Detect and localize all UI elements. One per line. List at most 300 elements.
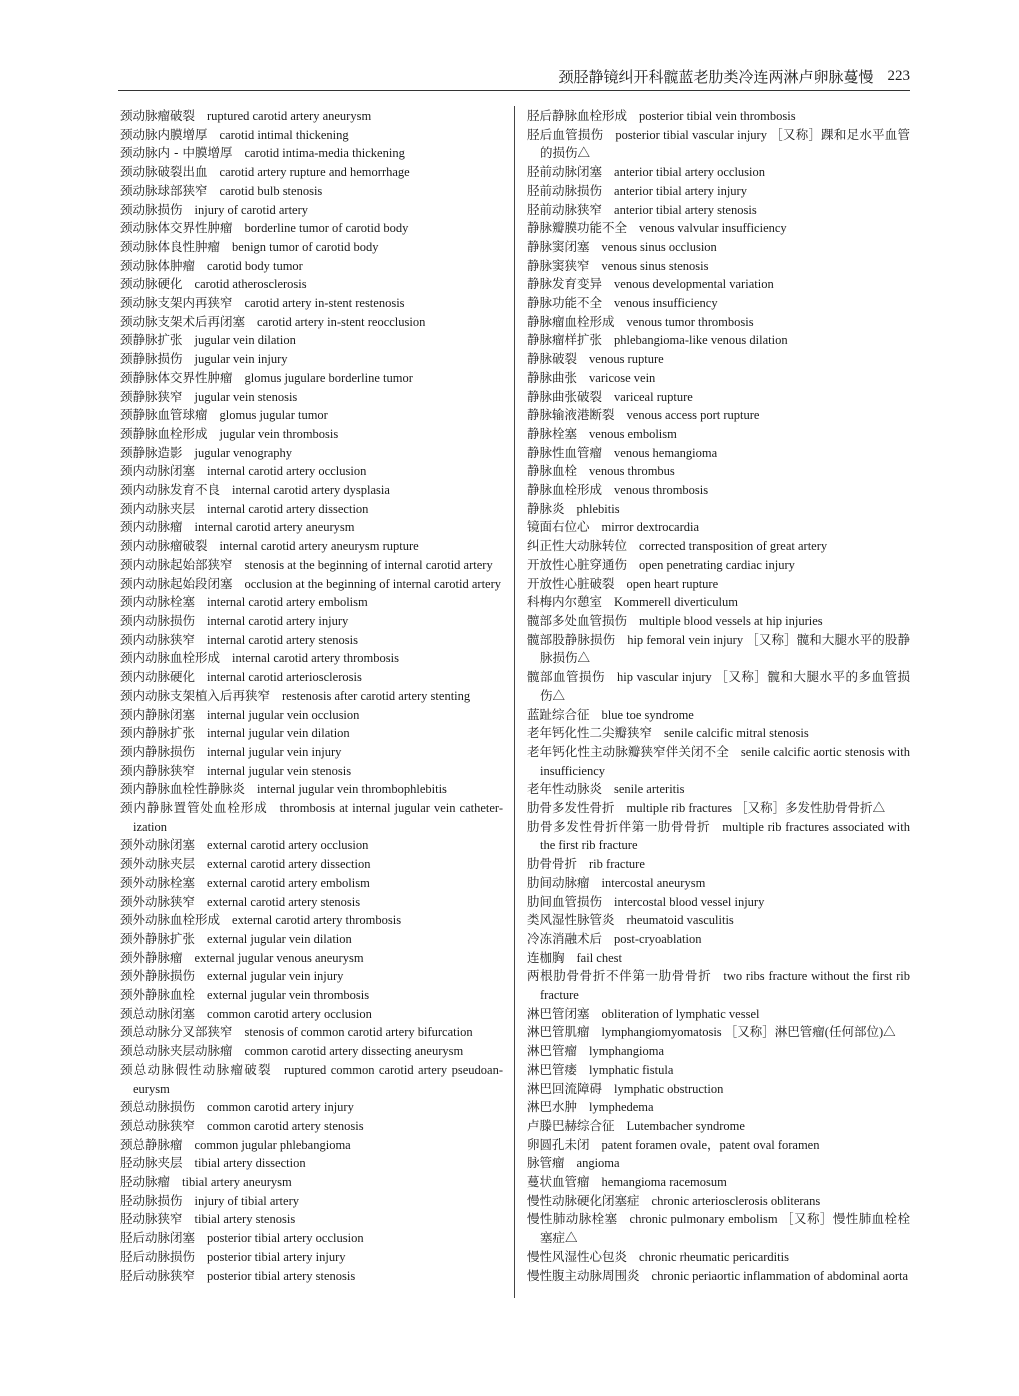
term-english: lymphangioma (589, 1044, 665, 1059)
glossary-entry (527, 874, 910, 893)
term-english: venous sinus stenosis (601, 258, 709, 273)
glossary-entry (527, 294, 910, 313)
glossary-entry (120, 1136, 503, 1155)
term-english: senile calcific mitral stenosis (664, 726, 809, 741)
term-chinese: 颈内动脉硬化 (120, 669, 196, 685)
glossary-entry (527, 1154, 910, 1173)
term-chinese: 老年性动脉炎 (527, 781, 603, 797)
term-english: benign tumor of carotid body (232, 239, 379, 254)
term-chinese: 肋间动脉瘤 (527, 874, 590, 890)
glossary-entry (527, 481, 910, 500)
term-chinese: 颈静脉血栓形成 (120, 425, 208, 441)
term-english: external carotid artery thrombosis (232, 913, 402, 928)
glossary-entry (120, 1098, 503, 1117)
glossary-entry (527, 1080, 910, 1099)
glossary-entry (120, 500, 503, 519)
term-chinese: 颈内静脉闭塞 (120, 706, 196, 722)
term-chinese: 颈内静脉置管处血栓形成 (120, 800, 268, 816)
glossary-entry (120, 1229, 503, 1248)
glossary-entry (120, 631, 503, 650)
term-chinese: 颈内动脉夹层 (120, 500, 196, 516)
term-english: stenosis at the beginning of internal carotid artery (244, 557, 493, 572)
term-english: internal carotid artery thrombosis (232, 651, 399, 666)
term-english: rheumatoid vasculitis (626, 913, 734, 928)
glossary-entry (120, 649, 503, 668)
term-chinese: 静脉功能不全 (527, 295, 603, 311)
term-english: internal carotid artery aneurysm (194, 520, 355, 535)
glossary-entry (527, 930, 910, 949)
term-chinese: 颈内静脉血栓性静脉炎 (120, 781, 246, 797)
term-chinese: 连枷胸 (527, 949, 565, 965)
term-english: post-cryoablation (614, 931, 702, 946)
glossary-entry (120, 1061, 503, 1098)
glossary-entry (527, 462, 910, 481)
term-chinese: 颈动脉内 - 中膜增厚 (120, 145, 233, 161)
term-chinese: 淋巴管肌瘤 (527, 1024, 590, 1040)
glossary-entry (527, 1042, 910, 1061)
term-chinese: 颈总动脉夹层动脉瘤 (120, 1043, 233, 1059)
term-english: senile calcific aortic stenosis with insufficiency (540, 744, 910, 778)
term-chinese: 颈总动脉损伤 (120, 1099, 196, 1115)
term-english: external carotid artery dissection (207, 857, 371, 872)
glossary-entry (120, 537, 503, 556)
glossary-entry (527, 219, 910, 238)
term-chinese: 颈动脉体交界性肿瘤 (120, 220, 233, 236)
glossary-entry (527, 275, 910, 294)
glossary-entry (120, 107, 503, 126)
glossary-entry (527, 1061, 910, 1080)
glossary-entry (527, 238, 910, 257)
term-chinese: 淋巴管瘘 (527, 1061, 578, 1077)
term-english: injury of carotid artery (194, 202, 309, 217)
glossary-entry (120, 163, 503, 182)
term-english: external jugular vein dilation (207, 931, 352, 946)
term-chinese: 静脉窦闭塞 (527, 238, 590, 254)
term-chinese: 肋骨多发性骨折 (527, 800, 615, 816)
term-chinese: 开放性心脏穿通伤 (527, 556, 628, 572)
glossary-entry (120, 444, 503, 463)
term-chinese: 胫后动脉狭窄 (120, 1267, 196, 1283)
glossary-entry (120, 294, 503, 313)
term-english: carotid artery rupture and hemorrhage (219, 165, 410, 180)
glossary-entry (120, 126, 503, 145)
term-chinese: 髋部股静脉损伤 (527, 631, 616, 647)
term-english: common jugular phlebangioma (194, 1137, 351, 1152)
term-chinese: 颈静脉扩张 (120, 332, 183, 348)
term-chinese: 颈总动脉分叉部狭窄 (120, 1024, 233, 1040)
term-chinese: 颈外静脉血栓 (120, 987, 196, 1003)
glossary-entry (527, 1267, 910, 1286)
term-chinese: 颈外动脉夹层 (120, 856, 196, 872)
term-english: lymphatic obstruction (614, 1081, 724, 1096)
glossary-entry (527, 1005, 910, 1024)
glossary-entry (527, 1210, 910, 1247)
glossary-entry (120, 743, 503, 762)
term-chinese: 颈外动脉栓塞 (120, 874, 196, 890)
term-english: internal carotid artery embolism (207, 595, 368, 610)
glossary-entry (120, 855, 503, 874)
term-chinese: 静脉瘤样扩张 (527, 332, 603, 348)
term-english: injury of tibial artery (194, 1193, 299, 1208)
term-english: venous embolism (589, 426, 677, 441)
term-chinese: 颈动脉支架术后再闭塞 (120, 313, 246, 329)
term-chinese: 颈动脉球部狭窄 (120, 182, 208, 198)
glossary-entry (120, 257, 503, 276)
term-chinese: 静脉炎 (527, 500, 565, 516)
term-english: hip femoral vein injury ［又称］髋和大腿水平的股静脉损伤△ (540, 632, 910, 666)
glossary-entry (527, 706, 910, 725)
term-chinese: 颈动脉硬化 (120, 276, 183, 292)
term-english: carotid atherosclerosis (194, 277, 307, 292)
term-english: venous thrombosis (614, 483, 709, 498)
term-chinese: 静脉曲张 (527, 369, 578, 385)
term-english: venous thrombus (589, 464, 675, 479)
term-english: posterior tibial artery occlusion (207, 1231, 364, 1246)
glossary-entry (527, 1136, 910, 1155)
term-chinese: 颈总动脉狭窄 (120, 1117, 196, 1133)
term-chinese: 颈内动脉瘤 (120, 519, 183, 535)
term-english: internal carotid artery dysplasia (232, 483, 390, 498)
term-chinese: 老年钙化性主动脉瓣狭窄伴关闭不全 (527, 743, 729, 759)
term-chinese: 颈内动脉瘤破裂 (120, 538, 208, 554)
term-english: venous developmental variation (614, 277, 774, 292)
term-chinese: 胫后血管损伤 (527, 126, 604, 142)
term-english: carotid intimal thickening (219, 127, 349, 142)
term-chinese: 静脉栓塞 (527, 425, 578, 441)
term-chinese: 颈内动脉起始段闭塞 (120, 575, 233, 591)
glossary-entry (120, 593, 503, 612)
glossary-entry (527, 575, 910, 594)
term-chinese: 静脉血栓形成 (527, 482, 603, 498)
term-english: intercostal aneurysm (601, 875, 706, 890)
glossary-entry (120, 388, 503, 407)
term-chinese: 慢性动脉硬化闭塞症 (527, 1192, 640, 1208)
term-english: external carotid artery embolism (207, 875, 370, 890)
term-english: fail chest (576, 950, 622, 965)
term-chinese: 静脉瘤血栓形成 (527, 313, 615, 329)
glossary-entry (120, 612, 503, 631)
term-chinese: 颈内动脉闭塞 (120, 463, 196, 479)
term-english: internal carotid artery aneurysm rupture (219, 539, 419, 554)
term-chinese: 髋部血管损伤 (527, 669, 606, 685)
term-english: restenosis after carotid artery stenting (282, 688, 471, 703)
term-chinese: 颈外动脉血栓形成 (120, 912, 221, 928)
term-chinese: 颈动脉支架内再狭窄 (120, 295, 233, 311)
term-english: intercostal blood vessel injury (614, 894, 765, 909)
term-chinese: 静脉瓣膜功能不全 (527, 220, 628, 236)
glossary-entry (120, 518, 503, 537)
term-english: hip vascular injury ［又称］髋和大腿水平的多血管损伤△ (540, 670, 910, 703)
glossary-entry (527, 724, 910, 743)
term-chinese: 淋巴管闭塞 (527, 1005, 590, 1021)
glossary-entry (120, 874, 503, 893)
glossary-entry (120, 238, 503, 257)
term-english: ruptured common carotid artery pseudoan-eurysm (133, 1062, 503, 1096)
term-chinese: 卵圆孔未闭 (527, 1136, 590, 1152)
glossary-entry (527, 350, 910, 369)
term-english: glomus jugular tumor (219, 408, 328, 423)
term-english: anterior tibial artery injury (614, 183, 747, 198)
page-number: 223 (887, 67, 910, 84)
left-column (120, 107, 503, 1285)
term-chinese: 老年钙化性二尖瓣狭窄 (527, 725, 653, 741)
term-chinese: 颈内静脉扩张 (120, 725, 196, 741)
term-english: venous rupture (589, 352, 664, 367)
glossary-entry (527, 388, 910, 407)
term-chinese: 胫后动脉闭塞 (120, 1230, 196, 1246)
term-english: Kommerell diverticulum (614, 595, 738, 610)
term-english: posterior tibial vein thrombosis (639, 109, 796, 123)
term-chinese: 慢性风湿性心包炎 (527, 1248, 628, 1264)
glossary-entry (527, 949, 910, 968)
term-english: internal jugular vein dilation (207, 726, 350, 741)
term-chinese: 类风湿性脉管炎 (527, 912, 615, 928)
glossary-entry (527, 406, 910, 425)
term-english: tibial artery aneurysm (182, 1175, 292, 1190)
term-english: multiple rib fractures ［又称］多发性肋骨骨折△ (626, 801, 886, 816)
glossary-entry (120, 1005, 503, 1024)
term-english: venous hemangioma (614, 445, 718, 460)
glossary-entry (527, 799, 910, 818)
term-chinese: 颈总动脉闭塞 (120, 1005, 196, 1021)
term-english: external jugular vein injury (207, 969, 344, 984)
term-english: varicose vein (589, 370, 656, 385)
term-chinese: 淋巴回流障碍 (527, 1080, 603, 1096)
glossary-entry (120, 481, 503, 500)
term-chinese: 髋部多处血管损伤 (527, 612, 628, 628)
term-chinese: 颈动脉内膜增厚 (120, 126, 208, 142)
term-chinese: 颈动脉瘤破裂 (120, 108, 196, 123)
term-english: occlusion at the beginning of internal carotid artery (244, 576, 502, 591)
term-chinese: 肋骨骨折 (527, 856, 578, 872)
term-english: internal carotid artery stenosis (207, 632, 359, 647)
term-english: lymphangiomyomatosis ［又称］淋巴管瘤(任何部位)△ (601, 1025, 896, 1040)
term-english: venous insufficiency (614, 296, 718, 311)
term-english: angioma (576, 1156, 620, 1171)
term-chinese: 颈内动脉栓塞 (120, 594, 196, 610)
term-chinese: 纠正性大动脉转位 (527, 538, 628, 554)
glossary-entry (120, 556, 503, 575)
term-english: posterior tibial vascular injury ［又称］踝和足水平血管的损伤△ (540, 127, 910, 161)
term-english: internal jugular vein stenosis (207, 763, 352, 778)
term-english: carotid bulb stenosis (219, 183, 323, 198)
term-chinese: 颈静脉损伤 (120, 351, 183, 367)
term-english: blue toe syndrome (601, 707, 694, 722)
term-chinese: 颈内动脉发育不良 (120, 482, 221, 498)
term-english: common carotid artery injury (207, 1100, 354, 1115)
glossary-entry (120, 575, 503, 594)
glossary-entry (120, 893, 503, 912)
term-chinese: 慢性肺动脉栓塞 (527, 1211, 618, 1227)
term-english: lymphedema (589, 1100, 654, 1115)
term-english: borderline tumor of carotid body (244, 221, 409, 236)
term-chinese: 颈动脉破裂出血 (120, 164, 208, 180)
term-english: rib fracture (589, 857, 645, 872)
glossary-entry (120, 1267, 503, 1286)
glossary-entry (120, 144, 503, 163)
glossary-entry (120, 350, 503, 369)
term-english: venous sinus occlusion (601, 239, 717, 254)
right-column (527, 107, 910, 1285)
glossary-entry (120, 930, 503, 949)
glossary-entry (527, 518, 910, 537)
term-english: jugular vein dilation (194, 333, 296, 348)
glossary-entry (120, 1192, 503, 1211)
term-english: chronic periaortic inflammation of abdominal aorta (651, 1268, 909, 1283)
term-english: chronic pulmonary embolism ［又称］慢性肺血栓栓塞症△ (540, 1212, 910, 1246)
term-chinese: 颈内动脉血栓形成 (120, 650, 221, 666)
term-english: patent foramen ovale，patent oval foramen (601, 1137, 820, 1152)
term-chinese: 脉管瘤 (527, 1155, 565, 1171)
term-english: common carotid artery stenosis (207, 1118, 364, 1133)
term-english: tibial artery stenosis (194, 1212, 296, 1227)
term-english: external jugular vein thrombosis (207, 988, 370, 1003)
term-english: open penetrating cardiac injury (639, 557, 795, 572)
glossary-entry (120, 780, 503, 799)
term-english: internal carotid artery injury (207, 613, 349, 628)
column-divider (514, 106, 515, 1298)
term-chinese: 冷冻消融术后 (527, 930, 603, 946)
glossary-entry (527, 1117, 910, 1136)
glossary-entry (527, 126, 910, 163)
glossary-entry (120, 967, 503, 986)
glossary-entry (527, 743, 910, 780)
glossary-entry (120, 201, 503, 220)
term-english: jugular vein stenosis (194, 389, 298, 404)
term-chinese: 胫后静脉血栓形成 (527, 108, 628, 123)
glossary-entry (120, 1023, 503, 1042)
term-english: posterior tibial artery injury (207, 1249, 346, 1264)
term-english: anterior tibial artery stenosis (614, 202, 757, 217)
term-english: chronic rheumatic pericarditis (639, 1249, 789, 1264)
glossary-entry (527, 818, 910, 855)
term-english: obliteration of lymphatic vessel (601, 1006, 760, 1021)
term-english: venous tumor thrombosis (626, 314, 754, 329)
term-english: external carotid artery stenosis (207, 894, 361, 909)
term-chinese: 肋间血管损伤 (527, 893, 603, 909)
glossary-entry (527, 369, 910, 388)
glossary-entry (527, 593, 910, 612)
term-english: tibial artery dissection (194, 1156, 306, 1171)
term-chinese: 颈静脉血管球瘤 (120, 407, 208, 423)
term-chinese: 卢滕巴赫综合征 (527, 1117, 615, 1133)
glossary-entry (120, 313, 503, 332)
term-english: common carotid artery occlusion (207, 1006, 372, 1021)
glossary-entry (527, 425, 910, 444)
glossary-entry (120, 425, 503, 444)
term-chinese: 静脉血栓 (527, 463, 578, 479)
glossary-entry (120, 1154, 503, 1173)
term-english: internal carotid arteriosclerosis (207, 670, 362, 685)
term-chinese: 淋巴水肿 (527, 1099, 578, 1115)
glossary-entry (527, 967, 910, 1004)
term-chinese: 颈内动脉起始部狭窄 (120, 556, 233, 572)
term-english: internal carotid artery occlusion (207, 464, 367, 479)
term-english: venous access port rupture (626, 408, 760, 423)
term-english: multiple rib fractures associated with the first rib fracture (540, 819, 910, 853)
term-chinese: 胫动脉损伤 (120, 1192, 183, 1208)
page-header (118, 62, 910, 91)
term-chinese: 静脉输液港断裂 (527, 407, 615, 423)
term-english: senile arteritis (614, 782, 685, 797)
glossary-entry (527, 668, 910, 705)
term-chinese: 颈内静脉狭窄 (120, 762, 196, 778)
glossary-entry (120, 1173, 503, 1192)
term-english: internal jugular vein occlusion (207, 707, 360, 722)
term-english: carotid artery in-stent reocclusion (257, 314, 426, 329)
glossary-entry (527, 1248, 910, 1267)
glossary-entry (120, 462, 503, 481)
term-english: posterior tibial artery stenosis (207, 1268, 356, 1283)
glossary-entry (120, 1042, 503, 1061)
term-chinese: 颈外静脉扩张 (120, 930, 196, 946)
glossary-entry (527, 182, 910, 201)
glossary-entry (120, 724, 503, 743)
term-english: carotid artery in-stent restenosis (244, 296, 405, 311)
term-chinese: 肋骨多发性骨折伴第一肋骨骨折 (527, 818, 711, 834)
term-english: thrombosis at internal jugular vein catheter-ization (133, 801, 503, 834)
term-chinese: 静脉窦狭窄 (527, 257, 590, 273)
glossary-entry (120, 1117, 503, 1136)
term-chinese: 颈总动脉假性动脉瘤破裂 (120, 1061, 272, 1077)
term-chinese: 科梅内尔憩室 (527, 594, 603, 610)
term-english: Lutembacher syndrome (626, 1118, 745, 1133)
glossary-entry (120, 331, 503, 350)
term-chinese: 颈外动脉狭窄 (120, 893, 196, 909)
term-english: internal jugular vein thrombophlebitis (257, 782, 447, 797)
term-chinese: 静脉曲张破裂 (527, 388, 603, 404)
glossary-entry (120, 911, 503, 930)
glossary-entry (527, 556, 910, 575)
glossary-entry (120, 799, 503, 836)
term-chinese: 静脉发育变异 (527, 276, 603, 292)
term-chinese: 胫动脉狭窄 (120, 1211, 183, 1227)
term-chinese: 颈动脉体良性肿瘤 (120, 238, 221, 254)
glossary-entry (120, 986, 503, 1005)
term-english: multiple blood vessels at hip injuries (639, 613, 823, 628)
term-english: phlebitis (576, 501, 620, 516)
glossary-entry (527, 1173, 910, 1192)
glossary-entry (120, 687, 503, 706)
glossary-entry (120, 949, 503, 968)
term-english: variceal rupture (614, 389, 693, 404)
term-chinese: 镜面右位心 (527, 519, 590, 535)
term-chinese: 静脉破裂 (527, 351, 578, 367)
term-chinese: 颈静脉体交界性肿瘤 (120, 369, 233, 385)
term-english: jugular venography (194, 445, 293, 460)
term-chinese: 淋巴管瘤 (527, 1043, 578, 1059)
term-chinese: 胫动脉瘤 (120, 1174, 171, 1190)
glossary-entry (527, 500, 910, 519)
term-english: corrected transposition of great artery (639, 539, 828, 554)
glossary-entry (120, 706, 503, 725)
term-english: lymphatic fistula (589, 1062, 674, 1077)
term-chinese: 颈外静脉瘤 (120, 949, 183, 965)
term-chinese: 颈总静脉瘤 (120, 1136, 183, 1152)
glossary-entry (120, 1210, 503, 1229)
glossary-entry (120, 369, 503, 388)
term-english: anterior tibial artery occlusion (614, 165, 765, 180)
glossary-entry (527, 631, 910, 668)
term-english: open heart rupture (626, 576, 719, 591)
term-chinese: 颈静脉造影 (120, 444, 183, 460)
term-english: two ribs fracture without the first rib fracture (540, 969, 910, 1003)
glossary-entry (527, 107, 910, 126)
term-chinese: 胫后动脉损伤 (120, 1248, 196, 1264)
term-english: ruptured carotid artery aneurysm (207, 109, 372, 123)
glossary-entry (120, 182, 503, 201)
glossary-entry (527, 780, 910, 799)
